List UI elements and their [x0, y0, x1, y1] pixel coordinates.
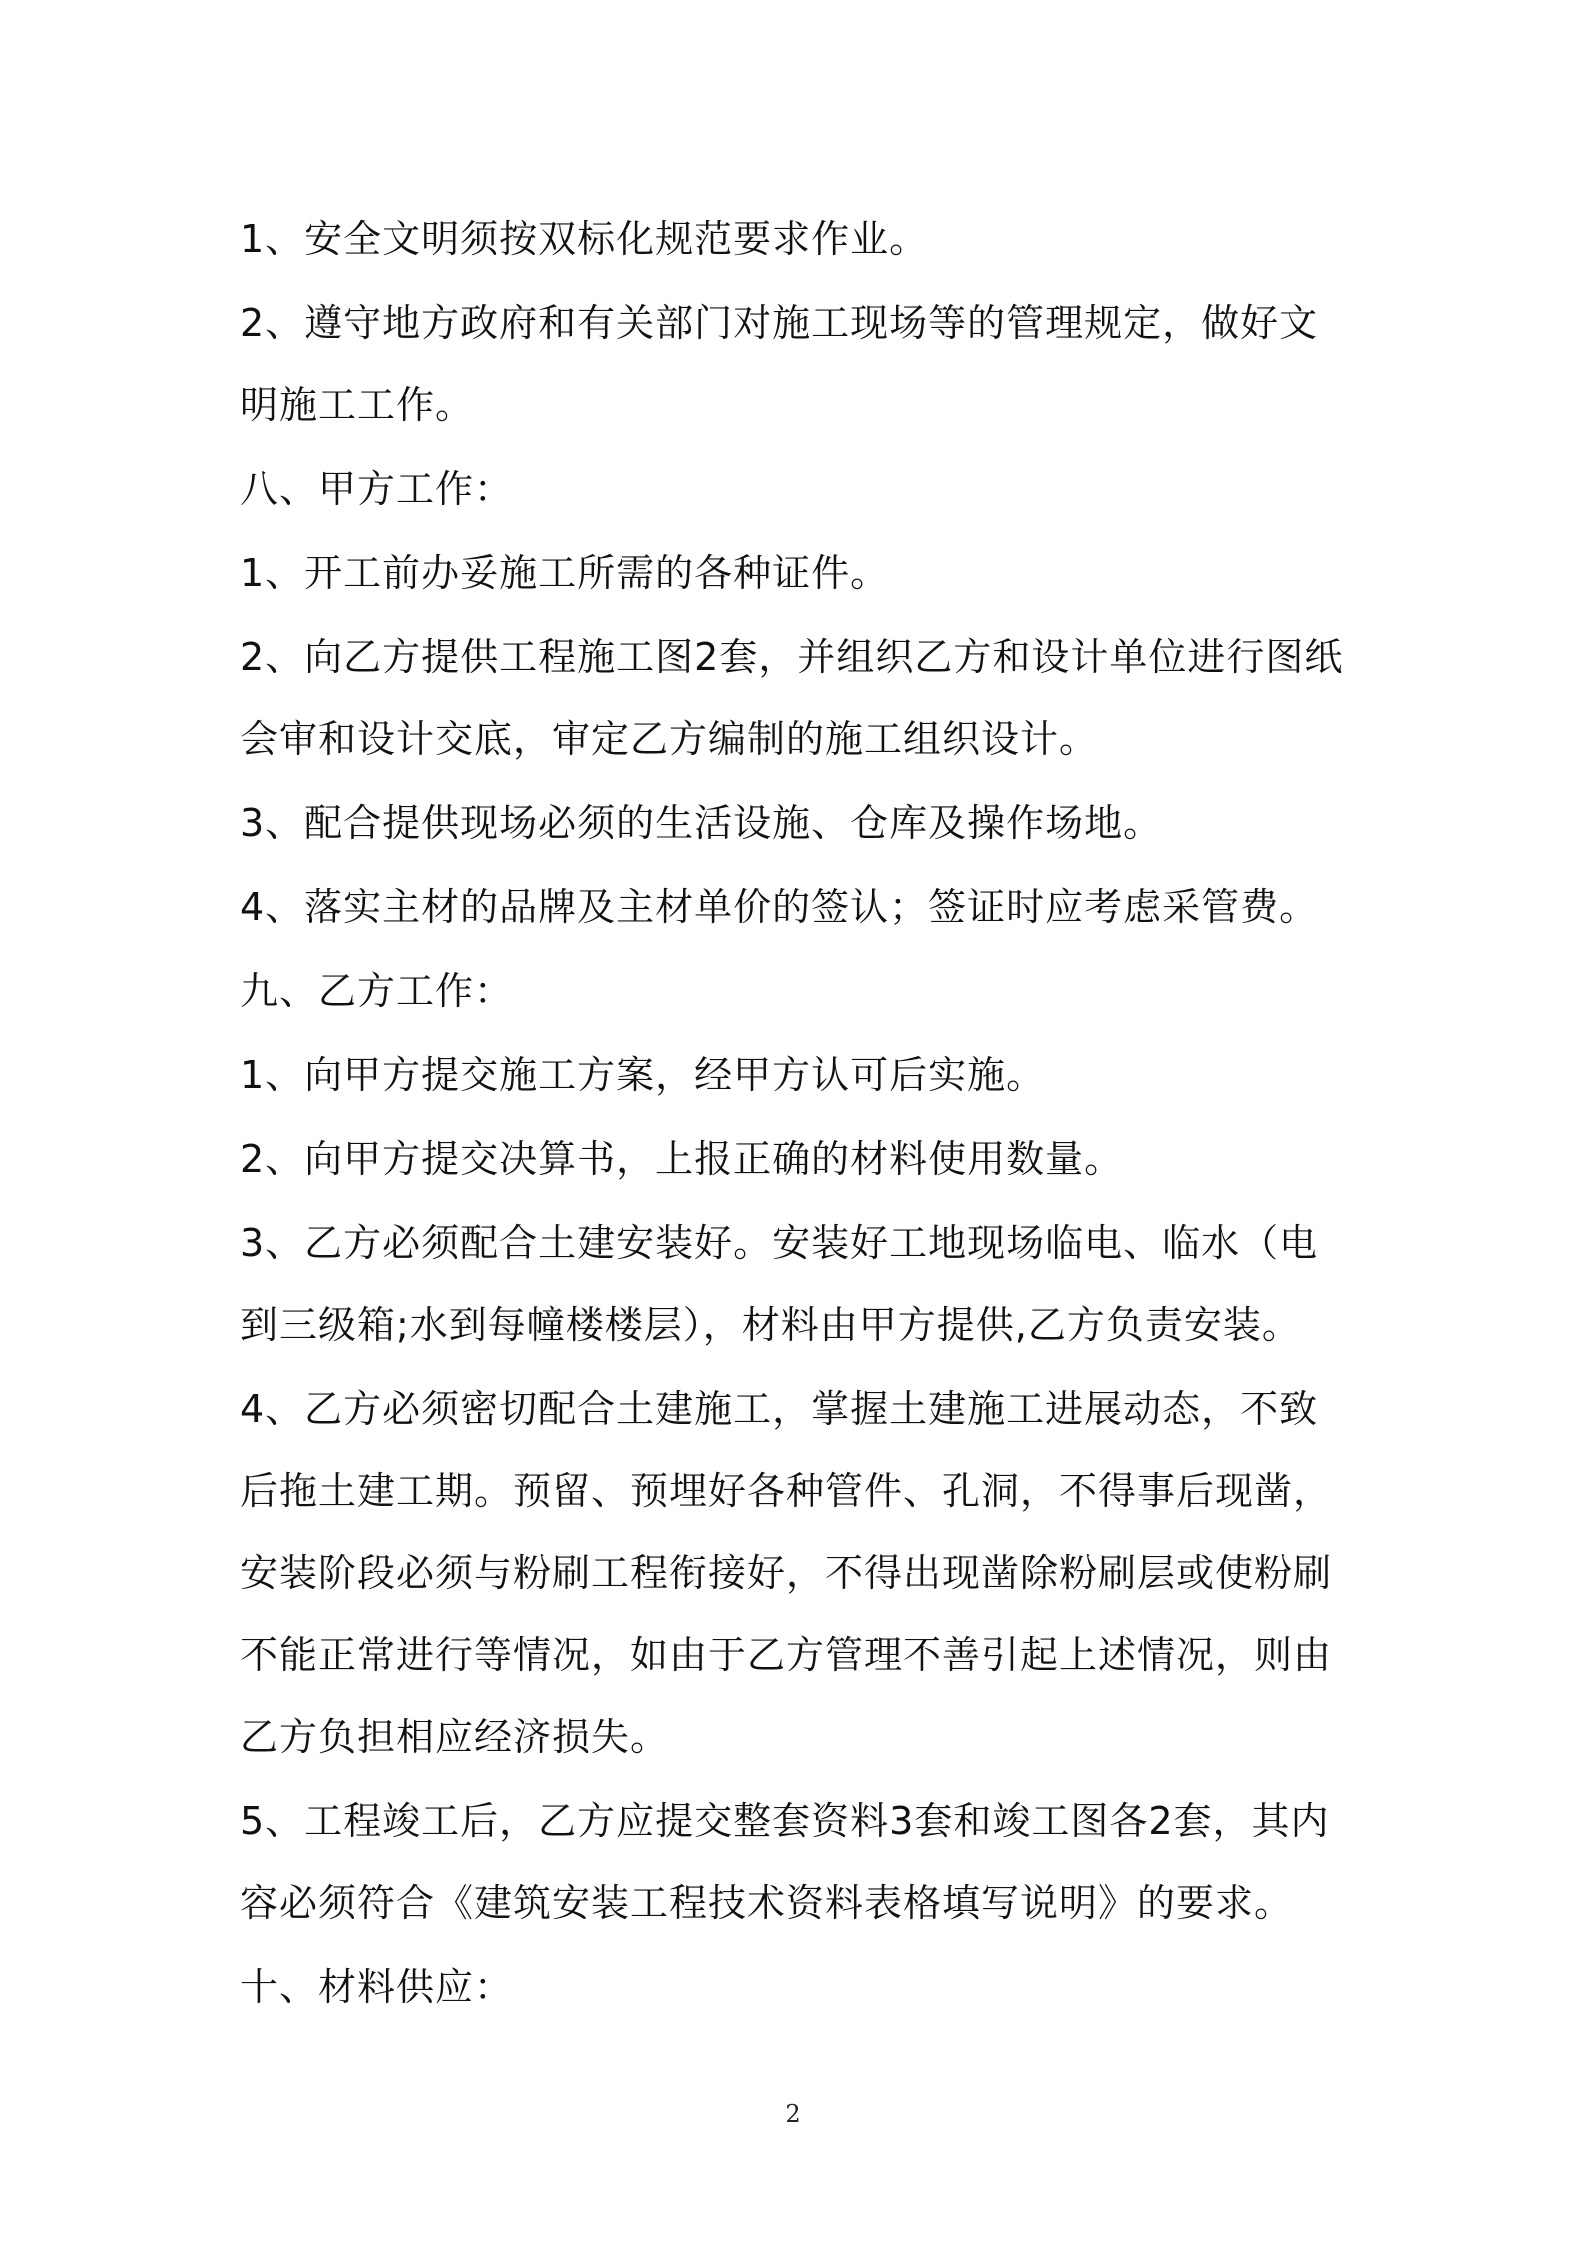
- list-item: 2、向乙方提供工程施工图2套，并组织乙方和设计单位进行图纸会审和设计交底，审定乙方编制的施工组织设计。: [240, 635, 1344, 761]
- list-item: 2、向甲方提交决算书，上报正确的材料使用数量。: [240, 1137, 1124, 1181]
- section-heading: 九、乙方工作：: [240, 969, 514, 1013]
- list-item: 5、工程竣工后，乙方应提交整套资料3套和竣工图各2套，其内容必须符合《建筑安装工程技术资料表格填写说明》的要求。: [240, 1799, 1330, 1925]
- list-item: 1、向甲方提交施工方案，经甲方认可后实施。: [240, 1053, 1046, 1097]
- list-item: 4、乙方必须密切配合土建施工，掌握土建施工进展动态，不致后拖土建工期。预留、预埋好各种管件、孔洞，不得事后现凿，安装阶段必须与粉刷工程衔接好，不得出现凿除粉刷层或使粉刷不能正常进行等情况，如由于乙方管理不善引起上述情况，则由乙方负担相应经济损失。: [240, 1387, 1333, 1759]
- list-item: 1、开工前办妥施工所需的各种证件。: [240, 551, 890, 595]
- document-body: [240, 198, 1352, 2030]
- list-item: 2、遵守地方政府和有关部门对施工现场等的管理规定，做好文明施工工作。: [240, 301, 1319, 427]
- page-number: 2: [785, 2100, 801, 2128]
- list-item: 4、落实主材的品牌及主材单价的签认；签证时应考虑采管费。: [240, 885, 1319, 929]
- list-item: 3、乙方必须配合土建安装好。安装好工地现场临电、临水（电到三级箱;水到每幢楼楼层），材料由甲方提供,乙方负责安装。: [240, 1221, 1319, 1347]
- section-heading: 十、材料供应：: [240, 1965, 514, 2009]
- list-item: 3、配合提供现场必须的生活设施、仓库及操作场地。: [240, 801, 1163, 845]
- section-heading: 八、甲方工作：: [240, 467, 514, 511]
- list-item: 1、安全文明须按双标化规范要求作业。: [240, 217, 929, 261]
